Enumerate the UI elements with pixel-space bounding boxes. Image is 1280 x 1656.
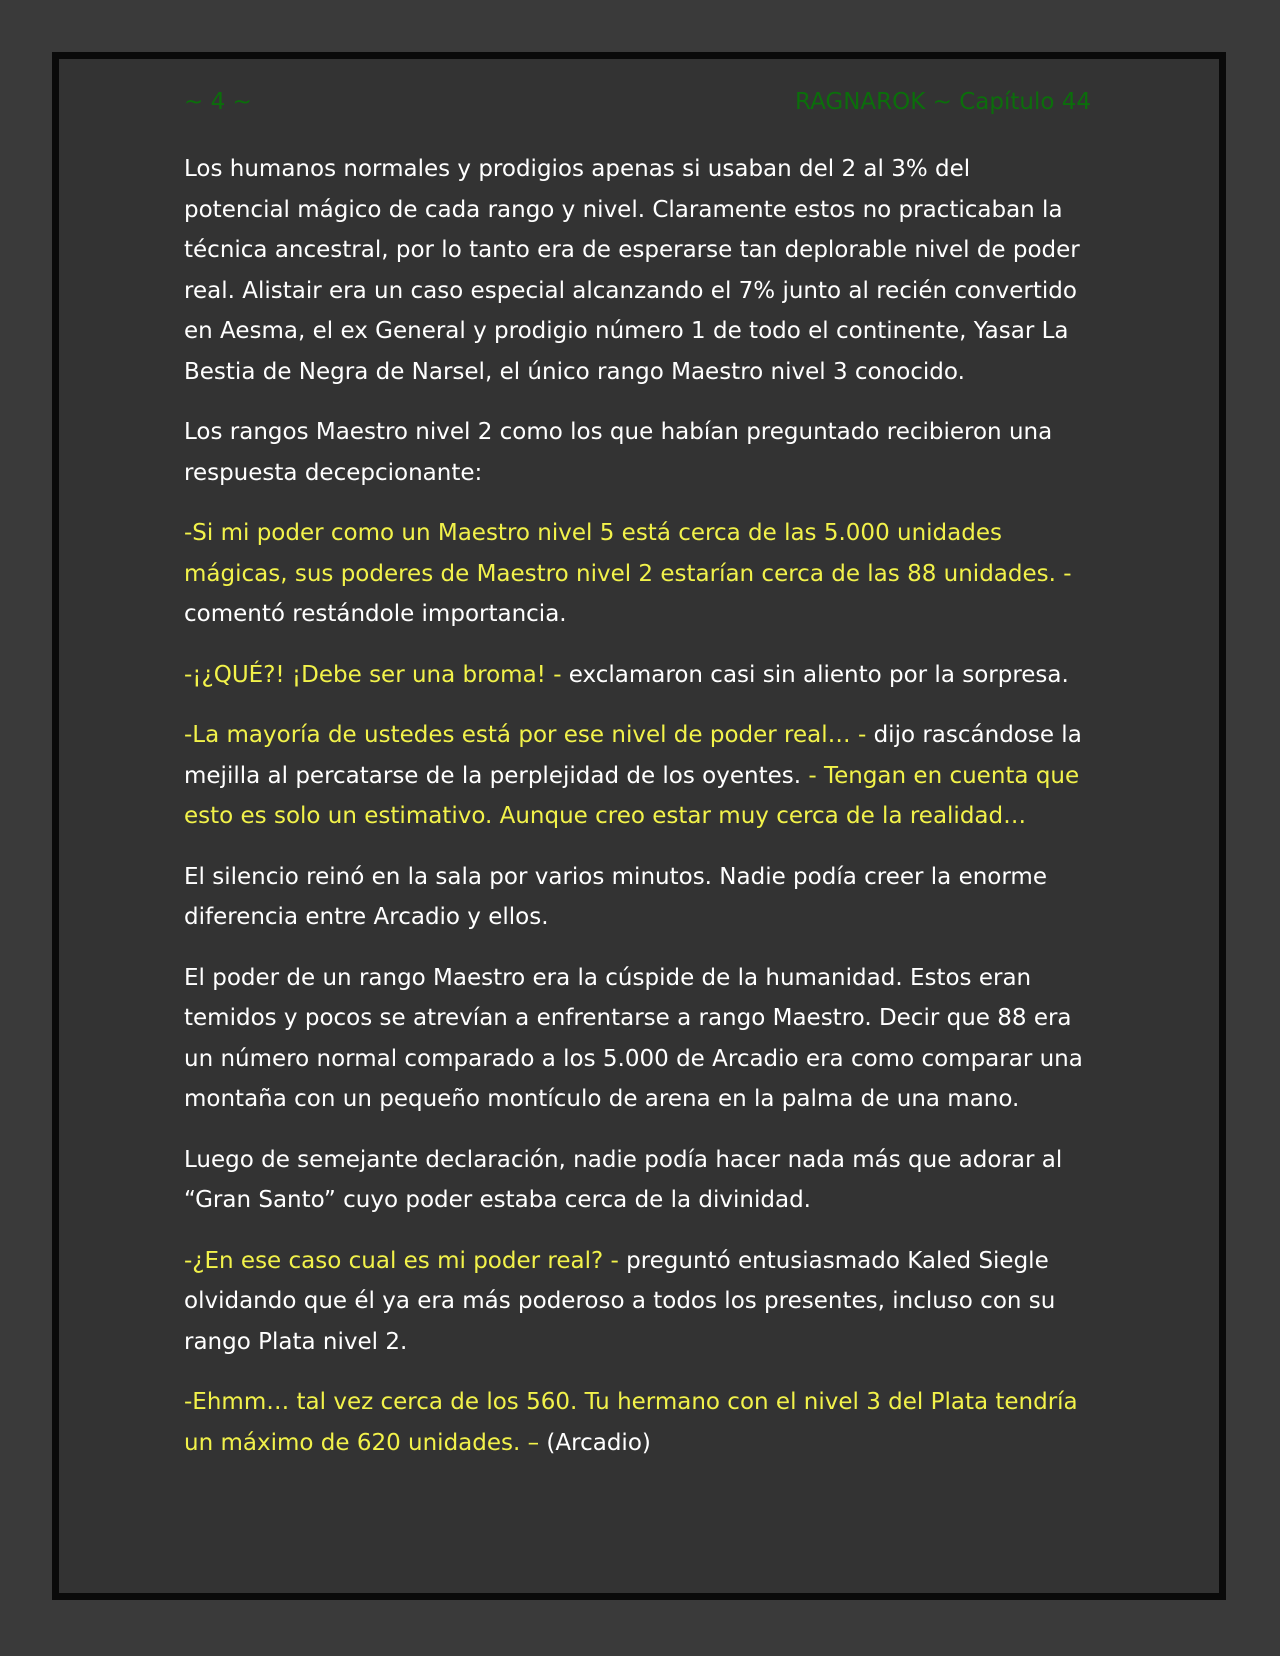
running-header bbox=[184, 85, 1091, 119]
paragraph bbox=[184, 857, 1083, 938]
narration-text: (Arcadio) bbox=[539, 1429, 651, 1456]
paragraph bbox=[184, 958, 1083, 1120]
running-title: RAGNAROK ~ Capítulo 44 bbox=[795, 89, 1091, 115]
narration-text: El poder de un rango Maestro era la cúspide de la humanidad. Estos eran temidos y pocos se atrevían a enfrentarse a rango Maestro. Decir que 88 era un número normal comparado a los 5.000 de Arcadio era como comparar una montaña con un pequeño montículo de arena en la palma de una mano. bbox=[184, 964, 1083, 1112]
dialogue-text: -¡¿QUÉ?! ¡Debe ser una broma! - bbox=[184, 661, 562, 688]
narration-text: Los humanos normales y prodigios apenas si usaban del 2 al 3% del potencial mágico de cada rango y nivel. Claramente estos no practicaban la técnica ancestral, por lo tanto era de esperarse tan deplorable nivel de poder real. Alistair era un caso especial alcanzando el 7% junto al recién convertido en Aesma, el ex General y prodigio número 1 de todo el continente, Yasar La Bestia de Negra de Narsel, el único rango Maestro nivel 3 conocido. bbox=[184, 156, 1080, 385]
paragraph bbox=[184, 1140, 1083, 1221]
chapter-text bbox=[184, 149, 1083, 1483]
narration-text: Los rangos Maestro nivel 2 como los que habían preguntado recibieron una respuesta decepcionante: bbox=[184, 419, 1053, 486]
dialogue-text: -Si mi poder como un Maestro nivel 5 está cerca de las 5.000 unidades mágicas, sus poderes de Maestro nivel 2 estarían cerca de las 88 unidades. - bbox=[184, 520, 1072, 587]
narration-text: exclamaron casi sin aliento por la sorpresa. bbox=[561, 661, 1069, 688]
narration-text: Luego de semejante declaración, nadie podía hacer nada más que adorar al “Gran Santo” cuyo poder estaba cerca de la divinidad. bbox=[184, 1146, 1063, 1213]
paragraph bbox=[184, 149, 1083, 392]
narration-text: dijo rascándose la mejilla al percatarse de la perplejidad de los oyentes. bbox=[184, 722, 1082, 789]
paragraph bbox=[184, 412, 1083, 493]
paragraph bbox=[184, 655, 1083, 696]
paragraph bbox=[184, 513, 1083, 635]
paragraph bbox=[184, 1382, 1083, 1463]
page-number: ~ 4 ~ bbox=[184, 89, 252, 115]
paragraph bbox=[184, 1241, 1083, 1363]
dialogue-text: - Tengan en cuenta que esto es solo un estimativo. Aunque creo estar muy cerca de la realidad… bbox=[184, 762, 1080, 829]
paragraph bbox=[184, 715, 1083, 837]
dialogue-text: -La mayoría de ustedes está por ese nivel de poder real… - bbox=[184, 722, 867, 748]
dialogue-text: -Ehmm… tal vez cerca de los 560. Tu hermano con el nivel 3 del Plata tendría un máximo de 620 unidades. – bbox=[184, 1389, 1078, 1456]
dialogue-text: -¿En ese caso cual es mi poder real? - bbox=[184, 1247, 619, 1274]
narration-text: preguntó entusiasmado Kaled Siegle olvidando que él ya era más poderoso a todos los presentes, incluso con su rango Plata nivel 2. bbox=[184, 1247, 1056, 1355]
narration-text: comentó restándole importancia. bbox=[184, 601, 567, 627]
page-frame bbox=[52, 52, 1226, 1600]
narration-text: El silencio reinó en la sala por varios minutos. Nadie podía creer la enorme diferencia entre Arcadio y ellos. bbox=[184, 863, 1047, 930]
